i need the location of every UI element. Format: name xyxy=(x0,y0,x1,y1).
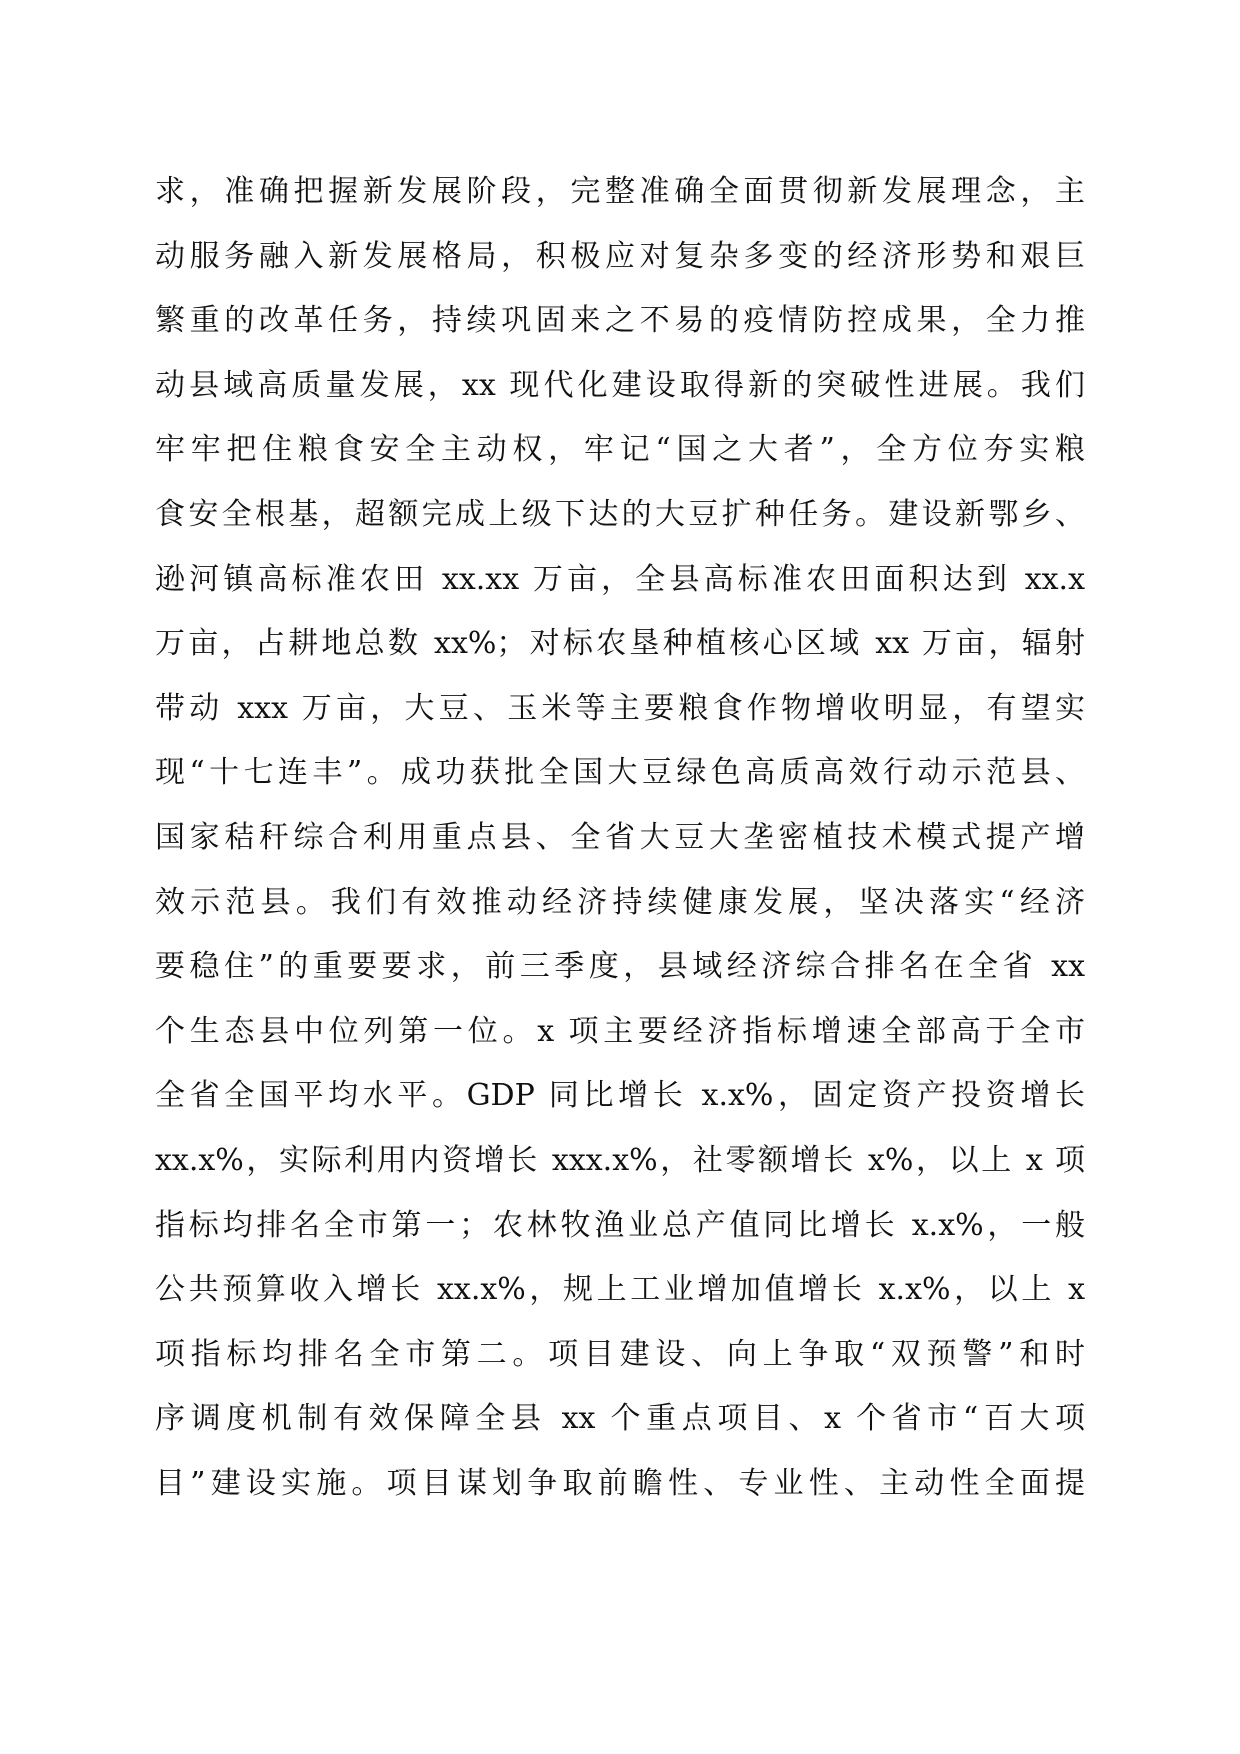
text-line: 动县域高质量发展，xx 现代化建设取得新的突破性进展。我们 xyxy=(155,367,1085,403)
text-line: 国家秸秆综合利用重点县、全省大豆大垄密植技术模式提产增 xyxy=(155,819,1085,855)
text-line: 牢牢把住粮食安全主动权，牢记“国之大者”，全方位夯实粮 xyxy=(155,432,1085,468)
text-line: 目”建设实施。项目谋划争取前瞻性、专业性、主动性全面提 xyxy=(155,1465,1085,1501)
text-line: 求，准确把握新发展阶段，完整准确全面贯彻新发展理念，主 xyxy=(155,174,1085,209)
text-line: 个生态县中位列第一位。x 项主要经济指标增速全部高于全市 xyxy=(155,1013,1085,1049)
text-line: 全省全国平均水平。GDP 同比增长 x.x%，固定资产投资增长 xyxy=(155,1078,1085,1114)
text-line: 公共预算收入增长 xx.x%，规上工业增加值增长 x.x%，以上 x xyxy=(155,1272,1085,1308)
text-line: 繁重的改革任务，持续巩固来之不易的疫情防控成果，全力推 xyxy=(155,303,1085,339)
text-line: xx.x%，实际利用内资增长 xxx.x%，社零额增长 x%，以上 x 项 xyxy=(155,1142,1085,1178)
text-line: 逊河镇高标准农田 xx.xx 万亩，全县高标准农田面积达到 xx.x xyxy=(155,561,1085,597)
text-line: 万亩，占耕地总数 xx%；对标农垦种植核心区域 xx 万亩，辐射 xyxy=(155,626,1085,662)
text-line: 要稳住”的重要要求，前三季度，县域经济综合排名在全省 xx xyxy=(155,949,1085,985)
text-line: 食安全根基，超额完成上级下达的大豆扩种任务。建设新鄂乡、 xyxy=(155,496,1085,532)
text-line: 项指标均排名全市第二。项目建设、向上争取“双预警”和时 xyxy=(155,1336,1085,1372)
text-line: 现“十七连丰”。成功获批全国大豆绿色高质高效行动示范县、 xyxy=(155,755,1085,791)
text-line: 带动 xxx 万亩，大豆、玉米等主要粮食作物增收明显，有望实 xyxy=(155,690,1085,726)
text-line: 动服务融入新发展格局，积极应对复杂多变的经济形势和艰巨 xyxy=(155,238,1085,274)
text-line: 序调度机制有效保障全县 xx 个重点项目、x 个省市“百大项 xyxy=(155,1401,1085,1437)
text-line: 效示范县。我们有效推动经济持续健康发展，坚决落实“经济 xyxy=(155,884,1085,920)
body-paragraph xyxy=(155,160,1085,1516)
text-line: 指标均排名全市第一；农林牧渔业总产值同比增长 x.x%，一般 xyxy=(155,1207,1085,1243)
